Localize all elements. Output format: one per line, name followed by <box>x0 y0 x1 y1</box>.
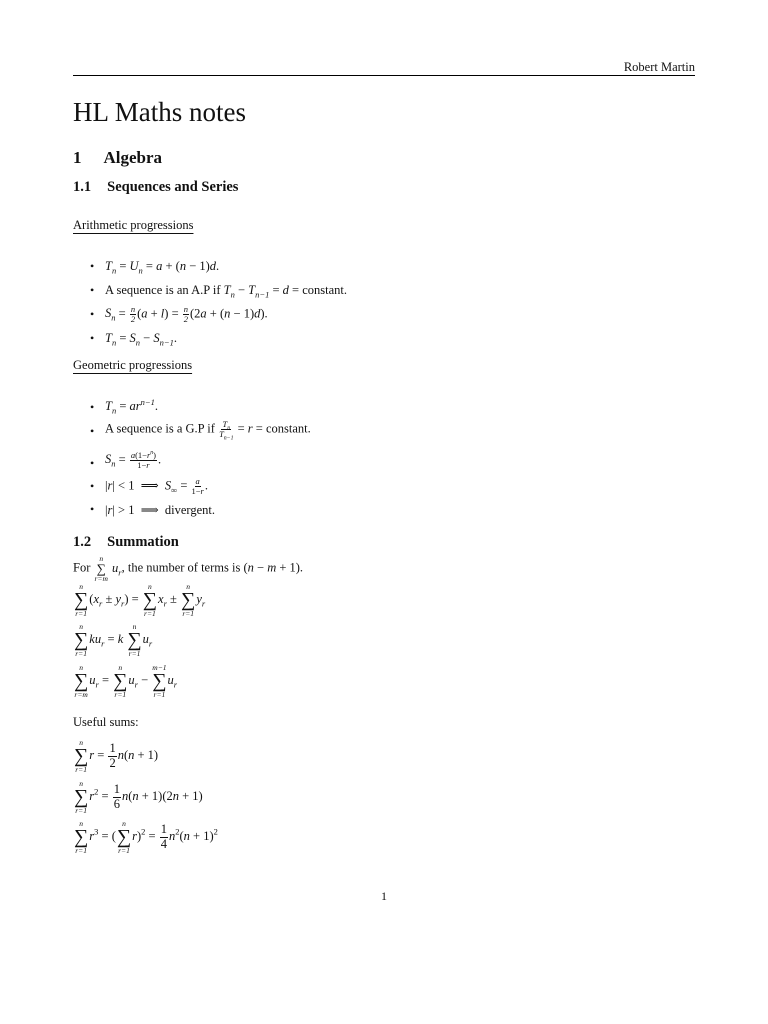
header-author: Robert Martin <box>623 60 695 74</box>
bullet: • <box>90 307 95 321</box>
header-rule <box>73 75 695 76</box>
bullet: • <box>90 259 95 273</box>
bullet: • <box>90 331 95 345</box>
gp-item-5: |r| > 1 ⟹ divergent. <box>105 503 215 517</box>
subsection-title: Sequences and Series <box>107 179 239 195</box>
arithmetic-heading: Arithmetic progressions <box>73 218 194 232</box>
summation-intro-text: , the number of terms is <box>121 560 241 575</box>
gp-item-3: $S_n$ = $\frac{a(1-r^n)}{1-r}$ . <box>105 450 162 470</box>
subsection-title: Summation <box>107 534 179 550</box>
gp-constant: constant. <box>265 421 311 436</box>
summation-rule-1: n ∑ r=1 $(x_r \pm y_r)$ = n ∑ r=1 $x_r$ ± n ∑ r=1 $y_r$ <box>74 582 206 618</box>
gp-item-2-text: A sequence is a G.P if <box>105 421 215 436</box>
summation-for: For <box>73 560 91 575</box>
document-title: HL Maths notes <box>73 97 246 127</box>
summation-rule-3: n ∑ r=m $u_r$ = n ∑ r=1 $u_r$ − m−1 ∑ r=1 $u_r$ <box>74 663 178 699</box>
ap-item-2: A sequence is an A.P if $T_n - T_{n-1} = d$ = constant. <box>105 283 348 300</box>
subsection-number: 1.1 <box>73 179 92 195</box>
useful-sum-2: n ∑ r=1 $r^2$ = $\frac{1}{6}$ n(n + 1)(2n + 1) <box>74 779 203 815</box>
useful-sums-label: Useful sums: <box>73 715 139 729</box>
ap-item-2-text: A sequence is an A.P if <box>105 283 221 297</box>
summation-intro: For n ∑ r=m $u_r$, the number of terms is (n − m + 1). <box>73 554 304 583</box>
ap-constant: constant. <box>302 283 348 297</box>
geometric-heading: Geometric progressions <box>73 358 193 372</box>
useful-sum-3: n ∑ r=1 $r^3$ = ( n ∑ r=1 r)$^2$ = $\frac{1}{4}$ $n^2(n + 1)^2$ <box>74 819 218 855</box>
useful-sum-1: n ∑ r=1 r = $\frac{1}{2}$ n(n + 1) <box>74 738 159 774</box>
bullet: • <box>90 456 95 470</box>
gp-item-1: $T_n = ar^{n-1}$. <box>105 396 159 416</box>
bullet: • <box>90 424 95 438</box>
subsection-heading-sequences <box>73 179 238 196</box>
ap-item-3: $S_n$ = $\frac{n}{2}$ (a + l) = $\frac{n}{2}$ (2a + (n − 1)d). <box>105 304 268 324</box>
bullet: • <box>90 283 95 297</box>
ap-item-1: $T_n = U_n = a + (n - 1)d$. <box>105 259 220 276</box>
ap-item-4: $T_n = S_n - S_{n-1}$. <box>105 331 177 348</box>
summation-rule-2: n ∑ r=1 $ku_r = k$ n ∑ r=1 $u_r$ <box>74 622 153 658</box>
gp-divergent: divergent. <box>164 503 215 517</box>
gp-item-4: |r| < 1 ⟹ $S_\infty$ = $\frac{a}{1-r}$ . <box>105 476 208 496</box>
section-heading <box>73 148 162 168</box>
subsection-heading-summation <box>73 534 179 551</box>
bullet: • <box>90 479 95 493</box>
section-title: Algebra <box>103 148 163 167</box>
bullet: • <box>90 400 95 414</box>
gp-item-2: A sequence is a G.P if $\frac{T_n}{T_{n-1}}$ = r = constant. <box>105 419 311 442</box>
bullet: • <box>90 502 95 516</box>
section-number: 1 <box>73 148 82 167</box>
page-number: 1 <box>381 889 387 903</box>
subsection-number: 1.2 <box>73 534 92 550</box>
